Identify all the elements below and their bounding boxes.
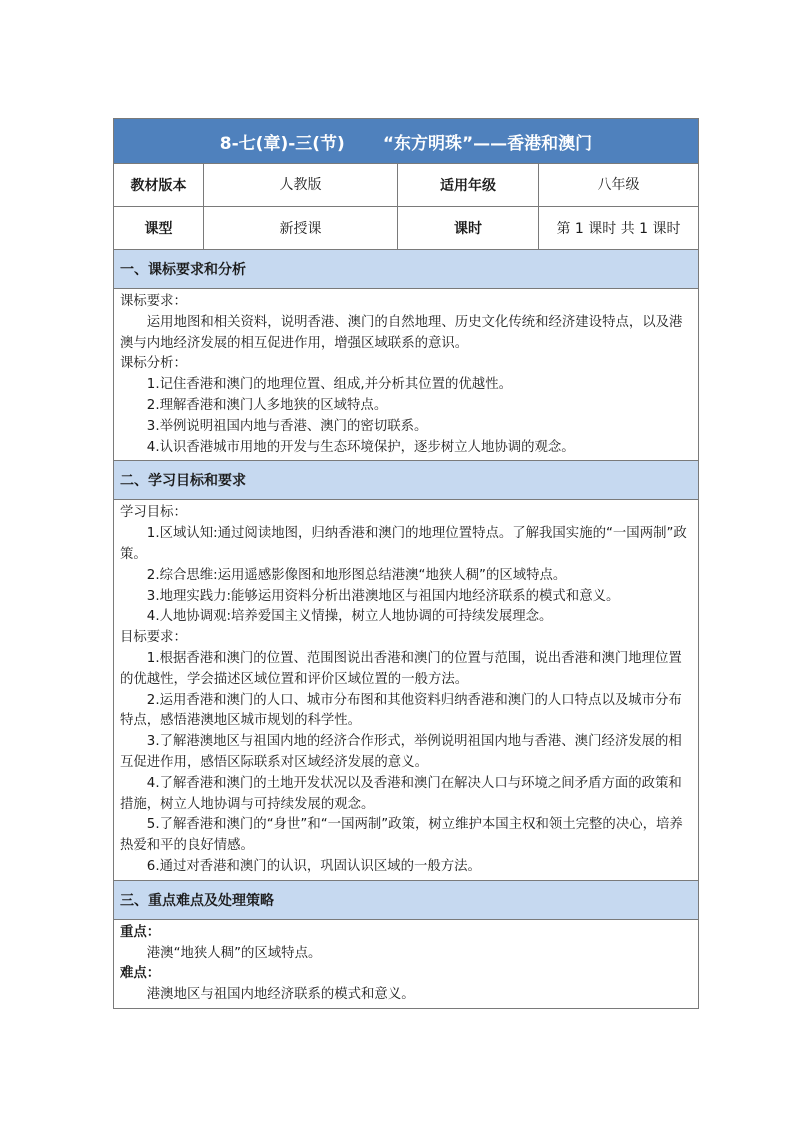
list-item: 2.运用香港和澳门的人口、城市分布图和其他资料归纳香港和澳门的人口特点以及城市分布特点，感悟港澳地区城市规划的科学性。 xyxy=(120,692,682,729)
list-item: 1.记住香港和澳门的地理位置、组成,并分析其位置的优越性。 xyxy=(146,377,512,393)
meta-row-lesson-type xyxy=(114,207,698,250)
meta-row-textbook xyxy=(114,164,698,207)
lesson-plan-table xyxy=(113,118,699,1009)
list-item: 5.了解香港和澳门的“身世”和“一国两制”政策，树立维护本国主权和领土完整的决心，培养热爱和平的良好情感。 xyxy=(120,817,683,854)
difficulty-label: 难点： xyxy=(120,966,161,982)
section-heading-key-points: 三、重点难点及处理策略 xyxy=(114,881,698,920)
body-line: 课标要求： xyxy=(120,294,187,309)
grade-value: 八年级 xyxy=(597,177,640,193)
lesson-type-value: 新授课 xyxy=(204,207,398,249)
section-heading-standards: 一、课标要求和分析 xyxy=(114,250,698,289)
list-item: 6.通过对香港和澳门的认识，巩固认识区域的一般方法。 xyxy=(146,858,481,874)
list-item: 3.举例说明祖国内地与香港、澳门的密切联系。 xyxy=(146,418,428,434)
section-body-objectives xyxy=(114,500,698,880)
difficulty-text: 港澳地区与祖国内地经济联系的模式和意义。 xyxy=(146,987,415,1003)
textbook-value: 人教版 xyxy=(204,164,398,206)
section-heading-objectives: 二、学习目标和要求 xyxy=(114,461,698,500)
key-point-label: 重点： xyxy=(120,924,161,940)
list-item: 3.了解港澳地区与祖国内地的经济合作形式，举例说明祖国内地与香港、澳门经济发展的相互促进作用，感悟区际联系对区域经济发展的意义。 xyxy=(120,734,682,770)
lesson-title: “东方明珠”——香港和澳门 xyxy=(382,133,593,154)
lesson-type-label: 课型 xyxy=(114,207,204,249)
section-body-key-points xyxy=(114,920,698,1008)
list-item: 4.了解香港和澳门的土地开发状况以及香港和澳门在解决人口与环境之间矛盾方面的政策和措施，树立人地协调与可持续发展的观念。 xyxy=(120,775,682,812)
body-line: 课标分析： xyxy=(120,356,187,372)
title-row xyxy=(114,119,698,164)
list-item: 1.根据香港和澳门的位置、范围图说出香港和澳门的位置与范围，说出香港和澳门地理位置的优越性，学会描述区域位置和评价区域位置的一般方法。 xyxy=(120,650,682,687)
list-item: 2.理解香港和澳门人多地狭的区域特点。 xyxy=(146,397,388,413)
list-item: 2.综合思维:运用遥感影像图和地形图总结港澳“地狭人稠”的区域特点。 xyxy=(146,567,567,583)
body-line: 学习目标： xyxy=(120,505,187,521)
section-body-standards xyxy=(114,289,698,461)
period-value: 第 1 课时 共 1 课时 xyxy=(556,221,681,237)
chapter-label: 8-七(章)-三(节) xyxy=(219,133,345,154)
list-item: 3.地理实践力:能够运用资料分析出港澳地区与祖国内地经济联系的模式和意义。 xyxy=(146,588,620,604)
body-line: 运用地图和相关资料，说明香港、澳门的自然地理、历史文化传统和经济建设特点，以及港澳与内地经济发展的相互促进作用，增强区域联系的意识。 xyxy=(120,314,683,351)
body-line: 目标要求： xyxy=(120,630,187,646)
list-item: 4.人地协调观:培养爱国主义情操，树立人地协调的可持续发展理念。 xyxy=(146,609,553,625)
list-item: 1.区域认知:通过阅读地图，归纳香港和澳门的地理位置特点。了解我国实施的“一国两制”政策。 xyxy=(120,526,687,562)
key-point-text: 港澳“地狭人稠”的区域特点。 xyxy=(146,945,322,961)
grade-label: 适用年级 xyxy=(398,164,539,206)
list-item: 4.认识香港城市用地的开发与生态环境保护，逐步树立人地协调的观念。 xyxy=(146,439,575,455)
period-label: 课时 xyxy=(398,207,539,249)
textbook-label: 教材版本 xyxy=(114,164,204,206)
